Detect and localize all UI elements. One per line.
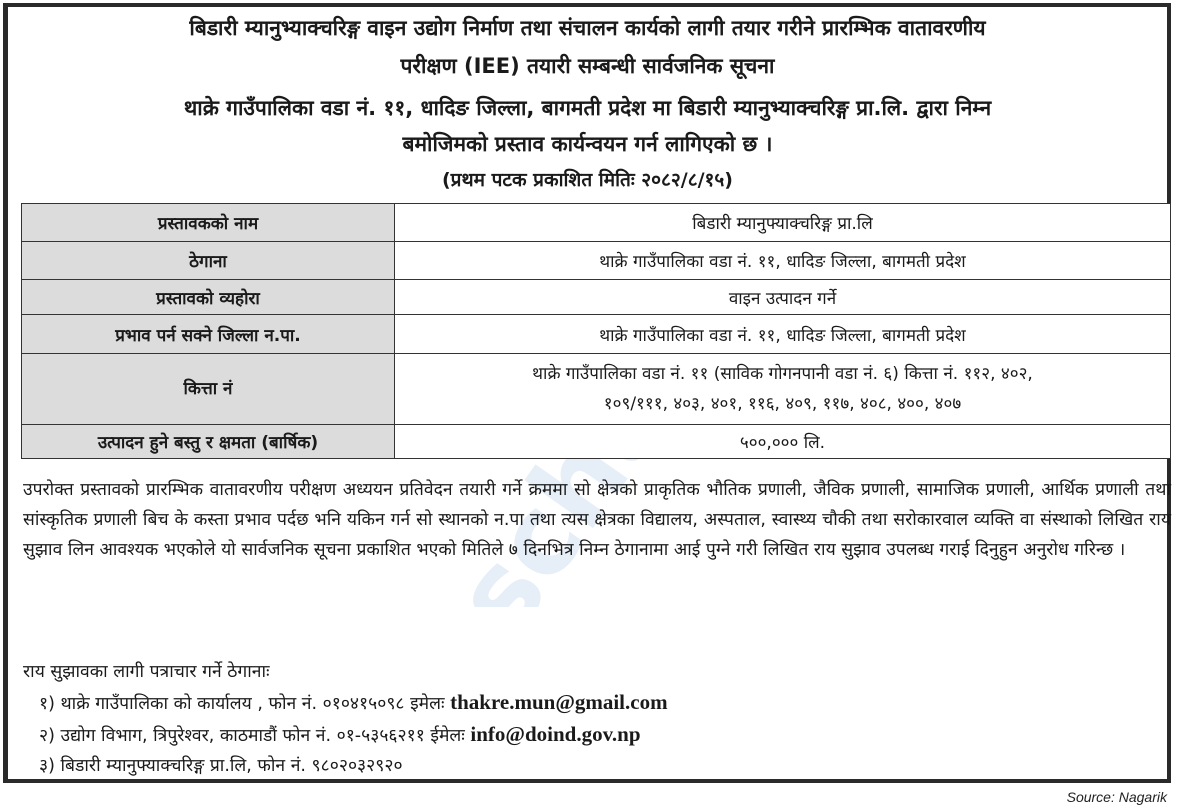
- row-value: थाक्रे गाउँपालिका वडा नं. ११, धादिङ जिल्ला, बागमती प्रदेश: [395, 242, 1171, 280]
- notice-frame: [3, 3, 1171, 783]
- proposal-info-table: [21, 203, 1171, 459]
- row-value: बिडारी म्यानुफ्याक्चरिङ्ग प्रा.लि: [395, 204, 1171, 242]
- row-label: कित्ता नं: [22, 354, 395, 425]
- notice-subtitle-line1: थाक्रे गाउँपालिका वडा नं. ११, धादिङ जिल्ला, बागमती प्रदेश मा बिडारी म्यानुभ्याक्चरिङ्ग प्रा.लि. द्वारा निम्न: [183, 96, 992, 120]
- contact-list: [23, 657, 668, 781]
- row-value: [395, 354, 1171, 425]
- email-link[interactable]: info@doind.gov.np: [470, 722, 641, 746]
- notice-title-line2: परीक्षण (IEE) तयारी सम्बन्धी सार्वजनिक सूचना: [400, 54, 775, 78]
- email-link[interactable]: thakre.mun@gmail.com: [450, 690, 668, 714]
- row-value: वाइन उत्पादन गर्ने: [395, 280, 1171, 315]
- row-label: उत्पादन हुने बस्तु र क्षमता (बार्षिक): [22, 425, 395, 459]
- published-date: (प्रथम पटक प्रकाशित मितिः २०८२/८/१५): [441, 169, 733, 191]
- contact-list-title: राय सुझावका लागी पत्राचार गर्ने ठेगानाः: [23, 662, 270, 682]
- contact-item: [39, 719, 668, 751]
- source-credit: Source: Nagarik: [1066, 789, 1167, 805]
- table-row: [22, 315, 1171, 354]
- table-row: [22, 204, 1171, 242]
- row-label: प्रस्तावकको नाम: [22, 204, 395, 242]
- notice-paragraph: उपरोक्त प्रस्तावको प्रारम्भिक वातावरणीय परीक्षण अध्ययन प्रतिवेदन तयारी गर्ने क्रममा सो क्षेत्रको प्राकृतिक भौतिक प्रणाली, जैविक प्रणाली, सामाजिक प्रणाली, आर्थिक प्रणाली तथा सांस्कृतिक प्रणाली बिच के कस्ता प्रभाव पर्दछ भनि यकिन गर्न सो स्थानको न.पा तथा त्यस क्षेत्रका विद्यालय, अस्पताल, स्वास्थ्य चौकी तथा सरोकारवाल व्यक्ति वा संस्थाको लिखित राय सुझाव लिन आवश्यक भएकोले यो सार्वजनिक सूचना प्रकाशित भएको मितिले ७ दिनभित्र निम्न ठेगानामा आई पुग्ने गरी लिखित राय सुझाव उपलब्ध गराई दिनुहुन अनुरोध गरिन्छ ।: [23, 480, 1171, 560]
- row-value-line1: थाक्रे गाउँपालिका वडा नं. ११ (साविक गोगनपानी वडा नं. ६) कित्ता नं. ११२, ४०२,: [532, 364, 1033, 384]
- row-value: थाक्रे गाउँपालिका वडा नं. ११, धादिङ जिल्ला, बागमती प्रदेश: [395, 315, 1171, 354]
- table-row: [22, 354, 1171, 425]
- contact-text: १) थाक्रे गाउँपालिका को कार्यालय , फोन नं. ०१०४१५०९८ इमेलः: [39, 694, 451, 714]
- contact-text: २) उद्योग विभाग, त्रिपुरेश्वर, काठमाडौं फोन नं. ०१-५३५६२११ ईमेलः: [39, 726, 471, 746]
- notice-subtitle-line2: बमोजिमको प्रस्ताव कार्यन्वयन गर्न लागिएको छ ।: [402, 132, 773, 156]
- table-row: [22, 280, 1171, 315]
- contact-item: [39, 687, 668, 719]
- row-value: ५००,००० लि.: [395, 425, 1171, 459]
- contact-text: ३) बिडारी म्यानुफ्याक्चरिङ्ग प्रा.लि, फोन नं. ९८०२०३२९२०: [39, 756, 403, 776]
- table-row: [22, 242, 1171, 280]
- row-label: प्रस्तावको व्यहोरा: [22, 280, 395, 315]
- row-value-line2: १०९/१११, ४०३, ४०१, ११६, ४०९, ११७, ४०८, ४००, ४०७: [603, 394, 962, 414]
- row-label: ठेगाना: [22, 242, 395, 280]
- table-row: [22, 425, 1171, 459]
- row-label: प्रभाव पर्न सक्ने जिल्ला न.पा.: [22, 315, 395, 354]
- contact-item: [39, 751, 668, 781]
- notice-title-line1: बिडारी म्यानुभ्याक्चरिङ्ग वाइन उद्योग निर्माण तथा संचालन कार्यको लागी तयार गरीने प्रारम्भिक वातावरणीय: [189, 16, 986, 40]
